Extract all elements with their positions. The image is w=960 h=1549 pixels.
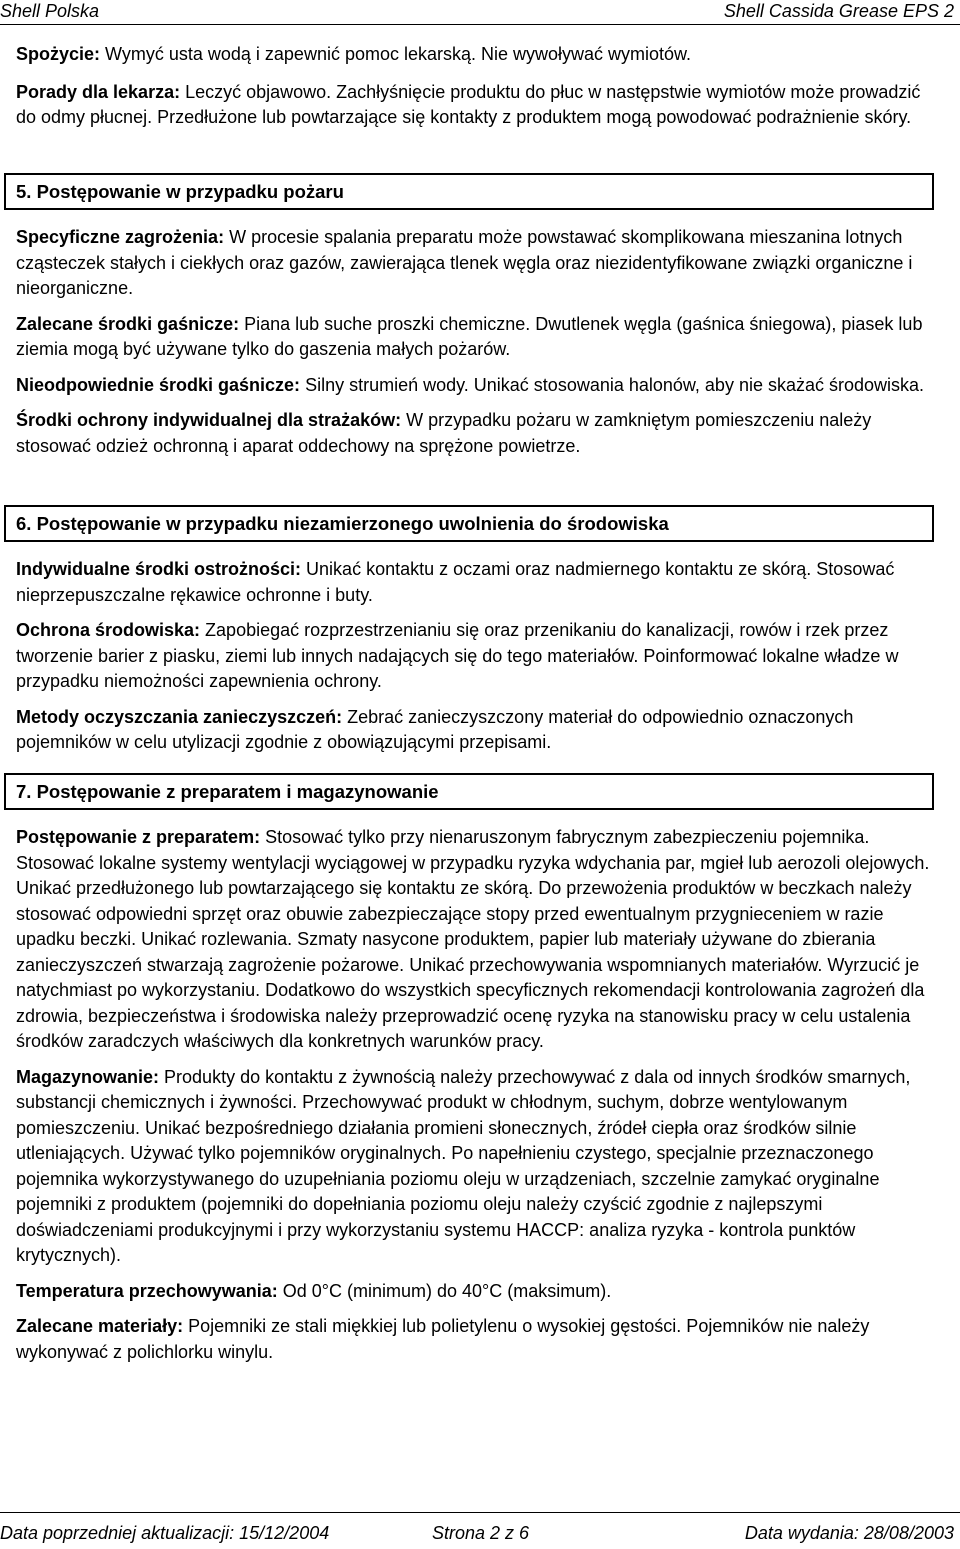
unsuitable-media-paragraph: [16, 373, 942, 399]
environmental-protection-paragraph: [16, 618, 942, 695]
specific-hazards-paragraph: [16, 225, 942, 302]
cleanup-methods-label: Metody oczyszczania zanieczyszczeń:: [16, 706, 343, 727]
ingestion-text: Wymyć usta wodą i zapewnić pomoc lekarską. Nie wywoływać wymiotów.: [100, 44, 692, 64]
environmental-protection-label: Ochrona środowiska:: [16, 620, 201, 640]
specific-hazards-label: Specyficzne zagrożenia:: [16, 227, 225, 247]
cleanup-methods-paragraph: [16, 705, 942, 756]
page-footer: [0, 1512, 960, 1549]
storage-label: Magazynowanie:: [16, 1066, 160, 1087]
handling-text: Stosować tylko przy nienaruszonym fabrycznym zabezpieczeniu pojemnika. Stosować lokalne systemy wentylacji wyciągowej w przypadku ryzyka wdychania par, mgieł lub aerozoli olejowych. Unikać przedłużonego lub powtarzającego się kontaktu ze skórą. Do przewożenia produktów w beczkach należy stosować odpowiedni sprzęt oraz obuwie zabezpieczające stopy przed ewentualnym przygnieceniem w razie upadku beczki. Unikać rozlewania. Szmaty nasycone produktem, papier lub materiały używane do zbierania zanieczyszczeń stwarzają zagrożenie pożarowe. Unikać przechowywania wspomnianych materiałów. Wyrzucić je natychmiast po wykorzystaniu. Dodatkowo do wszystkich specyficznych rekomendacji kontrolowania zagrożeń dla zdrowia, bezpieczeństwa i środowiska należy przeprowadzić ocenę ryzyka na stanowisku pracy w celu ustalenia środków zaradczych właściwych dla konkretnych warunków pracy.: [16, 827, 930, 1051]
section-6-body: [16, 557, 942, 756]
firefighter-protection-label: Środki ochrony indywidualnej dla strażaków:: [16, 410, 402, 430]
handling-paragraph: [16, 825, 942, 1055]
storage-temperature-label: Temperatura przechowywania:: [16, 1280, 278, 1301]
footer-page-number: Strona 2 z 6: [432, 1523, 530, 1543]
extinguishing-media-paragraph: [16, 312, 942, 363]
footer-issue-date: Data wydania: 28/08/2003: [744, 1523, 954, 1543]
specific-hazards-text: W procesie spalania preparatu może powstawać skomplikowana mieszanina lotnych cząsteczek stałych i ciekłych oraz gazów, zawierająca tlenek węgla oraz niezidentyfikowane związki organiczne i nieorganiczne.: [16, 227, 913, 298]
extinguishing-media-label: Zalecane środki gaśnicze:: [16, 313, 240, 334]
storage-paragraph: [16, 1065, 942, 1269]
section-7-body: [16, 825, 942, 1365]
unsuitable-media-text: Silny strumień wody. Unikać stosowania halonów, aby nie skażać środowiska.: [300, 374, 925, 395]
section-6-heading: 6. Postępowanie w przypadku niezamierzonego uwolnienia do środowiska: [4, 505, 934, 542]
doctor-advice-paragraph: [16, 80, 942, 131]
environmental-protection-text: Zapobiegać rozprzestrzenianiu się oraz przenikaniu do kanalizacji, rowów i rzek przez tworzenie barier z piasku, ziemi lub innych nadających się do tego materiałów. Poinformować lokalne władze w przypadku niemożności zapewnienia ochrony.: [16, 620, 899, 691]
extinguishing-media-text: Piana lub suche proszki chemiczne. Dwutlenek węgla (gaśnica śniegowa), piasek lub ziemia mogą być używane tylko do gaszenia małych pożarów.: [16, 313, 923, 359]
section-5-body: [16, 225, 942, 459]
doctor-advice-text: Leczyć objawowo. Zachłyśnięcie produktu do płuc w następstwie wymiotów może prowadzić do odmy płucnej. Przedłużone lub powtarzające się kontakty z produktem mogą powodować podrażnienie skóry.: [16, 81, 921, 127]
recommended-materials-text: Pojemniki ze stali miękkiej lub polietylenu o wysokiej gęstości. Pojemników nie należy wykonywać z polichlorku winylu.: [16, 1316, 870, 1362]
personal-precautions-text: Unikać kontaktu z oczami oraz nadmiernego kontaktu ze skórą. Stosować nieprzepuszczalne rękawice ochronne i buty.: [16, 559, 895, 605]
recommended-materials-label: Zalecane materiały:: [16, 1316, 184, 1336]
storage-temperature-text: Od 0°C (minimum) do 40°C (maksimum).: [277, 1280, 612, 1301]
personal-precautions-label: Indywidualne środki ostrożności:: [16, 559, 302, 579]
recommended-materials-paragraph: [16, 1314, 942, 1365]
doctor-advice-label: Porady dla lekarza:: [16, 81, 181, 102]
page-header: [0, 0, 960, 25]
personal-precautions-paragraph: [16, 557, 942, 608]
ingestion-paragraph: [16, 42, 942, 68]
storage-temperature-paragraph: [16, 1279, 942, 1305]
section-4-first-aid: [16, 42, 942, 131]
header-product: Shell Cassida Grease EPS 2: [723, 1, 954, 21]
section-5-heading: 5. Postępowanie w przypadku pożaru: [4, 173, 934, 210]
firefighter-protection-text: W przypadku pożaru w zamkniętym pomieszczeniu należy stosować odzież ochronną i aparat oddechowy na sprężone powietrze.: [16, 410, 872, 456]
unsuitable-media-label: Nieodpowiednie środki gaśnicze:: [16, 374, 301, 395]
firefighter-protection-paragraph: [16, 408, 942, 459]
section-7-heading: 7. Postępowanie z preparatem i magazynowanie: [4, 773, 934, 810]
header-company: Shell Polska: [0, 1, 100, 21]
storage-text: Produkty do kontaktu z żywnością należy przechowywać z dala od innych środków smarnych, substancji chemicznych i żywności. Przechowywać produkt w chłodnym, suchym, dobrze wentylowanym pomieszczeniu. Unikać bezpośredniego działania promieni słonecznych, źródeł ciepła oraz środków silnie utleniających. Używać tylko pojemników oryginalnych. Po napełnieniu czystego, specjalnie przeznaczonego pojemnika wykorzystywanego do uzupełniania poziomu oleju w urządzeniach, szczelnie zamykać oryginalne pojemniki z produktem (pojemniki do dopełniania poziomu oleju należy czyścić zgodnie z najlepszymi doświadczeniami produkcyjnymi i przy wykorzystaniu systemu HACCP: analiza ryzyka - kontrola punktów krytycznych).: [16, 1066, 911, 1265]
handling-label: Postępowanie z preparatem:: [16, 827, 261, 847]
footer-previous-update: Data poprzedniej aktualizacji: 15/12/2004: [0, 1523, 330, 1543]
cleanup-methods-text: Zebrać zanieczyszczony materiał do odpowiednio oznaczonych pojemników w celu utylizacji zgodnie z obowiązującymi przepisami.: [16, 706, 854, 752]
ingestion-label: Spożycie:: [16, 44, 101, 64]
